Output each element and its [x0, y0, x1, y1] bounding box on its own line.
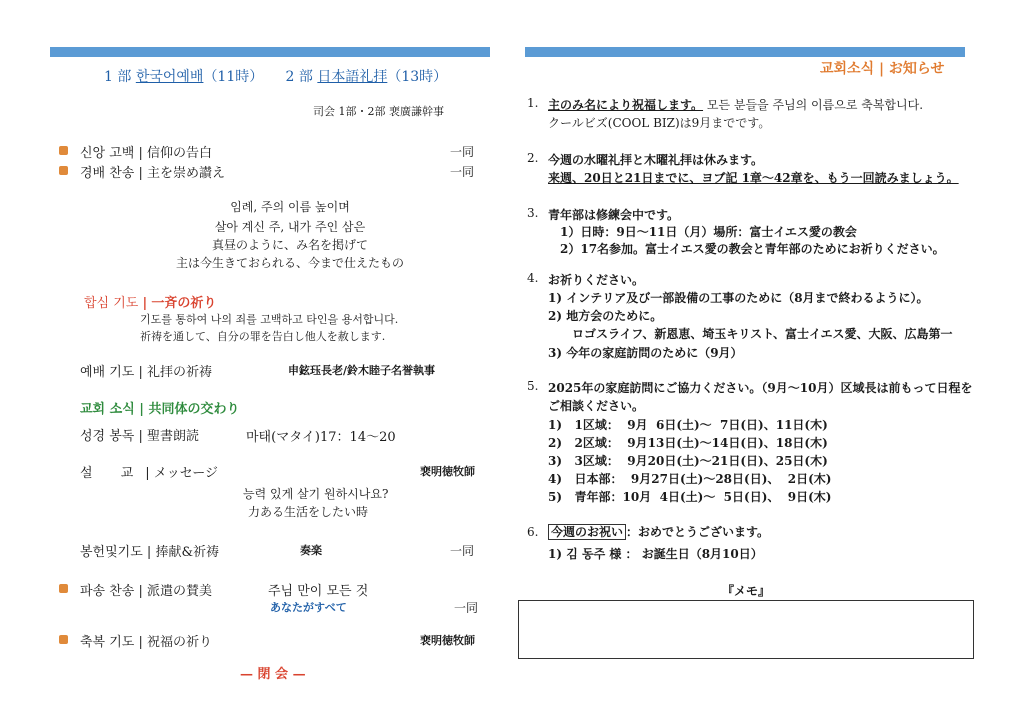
sermon-title-jp: 力ある生活をしたい時 [248, 505, 369, 519]
notice-4-num: 4. [527, 271, 539, 285]
notice-2-line2: 来週、20日と21日までに、ヨブ記 1章〜42章を、もう一回読みましょう。 [548, 171, 959, 185]
visit-row: 5) 青年部：10月 4日(土)〜 5日(日)、 9日(木) [548, 490, 832, 504]
notice-3-num: 3. [527, 206, 539, 220]
notice-5-line2: ご相談ください。 [548, 399, 645, 413]
notice-4-line5: 3) 今年の家庭訪問のために（9月） [548, 346, 743, 360]
unison-prayer-jp: 一斉の祈り [151, 296, 217, 311]
worship-prayer-who: 申鉉珏長老/鈴木睦子名誉執事 [288, 364, 436, 377]
benediction-pastor: 裵明徳牧師 [420, 634, 475, 647]
visit-row: 3) 3区域： 9月20日(土)〜21日(日)、25日(木) [548, 454, 828, 468]
worship-hymn-jp: 主を崇め讃え [147, 166, 226, 181]
sermon-ko: 설 교 [80, 466, 146, 481]
offering: 봉헌및기도 | 捧献&祈祷 [80, 545, 220, 560]
hymn-line: 真昼のように、み名を掲げて [211, 238, 368, 252]
hymn-line: 살아 계신 주, 내가 주인 삼은 [214, 220, 366, 234]
right-title: 교회소식 | お知らせ [820, 61, 945, 77]
part2-label: 2 部 [285, 69, 313, 85]
benediction-jp: 祝福の祈り [147, 635, 213, 650]
church-news-jp: 共同体の交わり [148, 402, 240, 417]
visit-row: 4) 日本部： 9月27日(土)〜28日(日)、 2日(木) [548, 472, 832, 486]
notice-3-line1: 青年部は修練会中です。 [548, 208, 680, 222]
church-news: 교회 소식 | 共同体の交わり [80, 402, 240, 417]
hymn-line: 임례, 주의 이름 높이며 [230, 200, 350, 214]
sending-who: 一同 [454, 601, 479, 615]
closing: — 閉 会 — [240, 667, 306, 682]
part2-time: （13時） [387, 69, 448, 85]
sending-song-jp: あなたがすべて [270, 601, 347, 614]
part2-name: 日本語礼拝 [317, 69, 388, 85]
confession-jp: 信仰の告白 [147, 146, 213, 161]
notice-3-line3: 2）17名参加。富士イエス愛の教会と青年部のためにお祈りください。 [560, 242, 945, 256]
notice-3-line2: 1）日時：9日〜11日（月）場所：富士イエス愛の教会 [560, 225, 857, 239]
celebration-text: ：おめでとうございます。 [626, 525, 770, 539]
offering-jp: 捧献&祈祷 [155, 545, 220, 560]
prayer-line-jp: 祈祷を通して、自分の罪を告白し他人を赦します. [140, 330, 386, 343]
visit-row: 2) 2区域： 9月13日(土)〜14日(日)、18日(木) [548, 436, 828, 450]
notice-1-bold: 主のみ名により祝福します。 [548, 98, 704, 112]
notice-4-line4: ロゴスライフ、新恩恵、埼玉キリスト、富士イエス愛、大阪、広島第一 [572, 327, 953, 341]
notice-4-line3: 2) 地方会のために。 [548, 309, 663, 323]
bullet-icon [59, 166, 68, 175]
sending-ko: 파송 찬송 [80, 584, 135, 599]
worship-prayer: 예배 기도 | 礼拝の祈祷 [80, 365, 213, 380]
offering-who: 一同 [450, 544, 475, 558]
notice-6-line1 [548, 523, 769, 540]
reading-jp: 聖書朗読 [147, 429, 200, 444]
closing-label: 閉 会 [257, 667, 289, 682]
notice-6-num: 6. [527, 525, 539, 539]
notice-5-num: 5. [527, 379, 539, 393]
visit-row: 1) 1区域： 9月 6日(土)〜 7日(日)、11日(木) [548, 418, 828, 432]
memo-box[interactable] [518, 600, 974, 659]
notice-1-num: 1. [527, 96, 539, 110]
left-top-bar [50, 47, 490, 57]
unison-prayer-ko: 합심 기도 [84, 296, 139, 311]
right-top-bar [525, 47, 965, 57]
unison-prayer: 합심 기도 | 一斉の祈り [84, 296, 217, 311]
celebration-label: 今週のお祝い [548, 524, 626, 540]
sermon: 설 교| メッセージ [80, 466, 218, 481]
worship-prayer-ko: 예배 기도 [80, 365, 135, 380]
worship-prayer-jp: 礼拝の祈祷 [147, 365, 213, 380]
offering-ko: 봉헌및기도 [80, 545, 143, 560]
part1-name: 한국어예배 [135, 69, 204, 85]
memo-title: 『メモ』 [722, 584, 771, 598]
sermon-preacher: 裵明徳牧師 [420, 465, 475, 478]
sermon-title-ko: 능력 있게 살기 원하시나요? [243, 487, 389, 501]
prayer-line-ko: 기도를 통하여 나의 죄를 고백하고 타인을 용서합니다. [140, 313, 399, 326]
confession-who: 一同 [450, 145, 475, 159]
hymn-line: 主は今生きておられる、今まで仕えたもの [175, 256, 404, 270]
bullet-icon [59, 146, 68, 155]
worship-hymn-ko: 경배 찬송 [80, 166, 135, 181]
sermon-jp: メッセージ [153, 466, 218, 481]
sending-song-ko: 주님 만이 모든 것 [268, 584, 369, 599]
worship-hymn-who: 一同 [450, 165, 475, 179]
service-times [104, 66, 447, 86]
benediction-ko: 축복 기도 [80, 635, 135, 650]
benediction: 축복 기도 | 祝福の祈り [80, 635, 213, 650]
reading-ref: 마태(マタイ)17：14〜20 [246, 430, 396, 445]
notice-1-line2: クールビズ(COOL BIZ)は9月までです。 [548, 116, 771, 130]
bullet-icon [59, 584, 68, 593]
notice-2-line1: 今週の水曜礼拝と木曜礼拝は休みます。 [548, 153, 764, 167]
part1-label: 1 部 [104, 69, 132, 85]
reading-ko: 성경 봉독 [80, 429, 135, 444]
notice-4-line2: 1) インテリア及び一部設備の工事のために（8月まで終わるように）。 [548, 291, 929, 305]
confession-ko: 신앙 고백 [80, 146, 135, 161]
bullet-icon [59, 635, 68, 644]
notice-4-line1: お祈りください。 [548, 273, 645, 287]
sending-hymn: 파송 찬송 | 派遣の賛美 [80, 584, 213, 599]
offering-mid: 奏楽 [300, 544, 322, 557]
worship-hymn-item: 경배 찬송 | 主を崇め讃え [80, 166, 226, 181]
notice-5-line1: 2025年の家庭訪問にご協力ください。（9月〜10月）区域長は前もって日程を [548, 381, 973, 395]
notice-6-line2: 1) 김 동주 様 ： お誕生日（8月10日） [548, 547, 763, 561]
part1-time: （11時） [203, 69, 264, 85]
presider: 司会 1部・2部 裵廣謙幹事 [313, 105, 444, 118]
sending-jp: 派遣の賛美 [147, 584, 213, 599]
church-news-ko: 교회 소식 [80, 402, 135, 417]
notice-1 [548, 96, 923, 113]
confession-item: 신앙 고백 | 信仰の告白 [80, 146, 213, 161]
notice-1-ko: 모든 분들을 주님의 이름으로 축복합니다. [706, 98, 924, 112]
scripture-reading: 성경 봉독 | 聖書朗読 [80, 429, 200, 444]
notice-2-num: 2. [527, 151, 539, 165]
